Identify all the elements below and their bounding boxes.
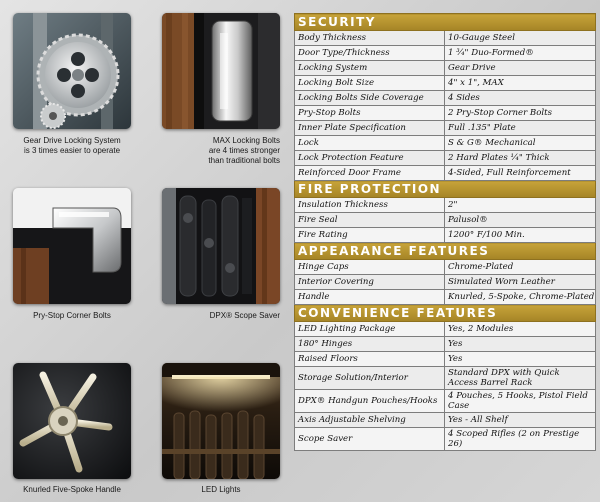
- locking-bolts-image: [162, 13, 280, 129]
- gear-drive-caption: [13, 136, 131, 156]
- spec-label: Insulation Thickness: [295, 198, 445, 213]
- led-lights-photo: [162, 363, 280, 479]
- spec-label: Fire Rating: [295, 228, 445, 243]
- spec-value: 10-Gauge Steel: [445, 31, 596, 46]
- handle-photo: [13, 363, 131, 479]
- caption-line: DPX® Scope Saver: [209, 311, 280, 320]
- locking-bolts-photo: [162, 13, 280, 129]
- spec-value: 4 Scoped Rifles (2 on Prestige 26): [445, 428, 596, 451]
- spec-label: LED Lighting Package: [295, 322, 445, 337]
- spec-row: [295, 213, 596, 228]
- spec-row: [295, 367, 596, 390]
- spec-row: [295, 322, 596, 337]
- gear-drive-image: [13, 13, 131, 129]
- spec-label: Reinforced Door Frame: [295, 166, 445, 181]
- pry-stop-image: [13, 188, 131, 304]
- spec-value: 4 Pouches, 5 Hooks, Pistol Field Case: [445, 390, 596, 413]
- pry-stop-caption: [13, 311, 131, 321]
- spec-label: Hinge Caps: [295, 260, 445, 275]
- spec-label: Interior Covering: [295, 275, 445, 290]
- section-header: [295, 14, 596, 31]
- spec-row: [295, 228, 596, 243]
- section-title: FIRE PROTECTION: [295, 181, 596, 198]
- spec-row: [295, 275, 596, 290]
- caption-line: Gear Drive Locking System: [23, 136, 121, 145]
- spec-row: [295, 198, 596, 213]
- spec-value: 2": [445, 198, 596, 213]
- spec-label: Fire Seal: [295, 213, 445, 228]
- spec-row: [295, 352, 596, 367]
- spec-label: Door Type/Thickness: [295, 46, 445, 61]
- spec-value: 4 Sides: [445, 91, 596, 106]
- handle-image: [13, 363, 131, 479]
- section-header: [295, 181, 596, 198]
- section-header: [295, 243, 596, 260]
- spec-value: 1 ³⁄₄" Duo-Formed®: [445, 46, 596, 61]
- spec-row: [295, 337, 596, 352]
- spec-label: Storage Solution/Interior: [295, 367, 445, 390]
- spec-label: Locking Bolts Side Coverage: [295, 91, 445, 106]
- spec-label: Locking System: [295, 61, 445, 76]
- spec-row: [295, 31, 596, 46]
- spec-label: DPX® Handgun Pouches/Hooks: [295, 390, 445, 413]
- spec-table-body: [295, 14, 596, 451]
- spec-row: [295, 290, 596, 305]
- spec-label: Pry-Stop Bolts: [295, 106, 445, 121]
- spec-label: Locking Bolt Size: [295, 76, 445, 91]
- spec-value: Simulated Worn Leather: [445, 275, 596, 290]
- spec-row: [295, 76, 596, 91]
- scope-saver-caption: [162, 311, 280, 321]
- spec-row: [295, 136, 596, 151]
- spec-row: [295, 413, 596, 428]
- caption-line: are 4 times stronger: [208, 146, 280, 155]
- caption-line: MAX Locking Bolts: [212, 136, 280, 145]
- spec-value: Full .135" Plate: [445, 121, 596, 136]
- spec-value: 2 Pry-Stop Corner Bolts: [445, 106, 596, 121]
- spec-row: [295, 106, 596, 121]
- led-lights-caption: [162, 485, 280, 495]
- spec-value: 4-Sided, Full Reinforcement: [445, 166, 596, 181]
- spec-label: 180° Hinges: [295, 337, 445, 352]
- spec-row: [295, 46, 596, 61]
- spec-row: [295, 260, 596, 275]
- pry-stop-photo: [13, 188, 131, 304]
- caption-line: is 3 times easier to operate: [23, 146, 121, 155]
- spec-row: [295, 151, 596, 166]
- spec-label: Handle: [295, 290, 445, 305]
- section-title: SECURITY: [295, 14, 596, 31]
- spec-value: Knurled, 5-Spoke, Chrome-Plated: [445, 290, 596, 305]
- spec-table: [294, 13, 596, 451]
- spec-value: 2 Hard Plates ¹⁄₄" Thick: [445, 151, 596, 166]
- spec-value: 1200° F/100 Min.: [445, 228, 596, 243]
- spec-value: Yes - All Shelf: [445, 413, 596, 428]
- spec-value: Standard DPX with Quick Access Barrel Rack: [445, 367, 596, 390]
- spec-label: Lock Protection Feature: [295, 151, 445, 166]
- spec-label: Raised Floors: [295, 352, 445, 367]
- scope-saver-image: [162, 188, 280, 304]
- spec-value: Yes: [445, 352, 596, 367]
- section-title: CONVENIENCE FEATURES: [295, 305, 596, 322]
- spec-label: Scope Saver: [295, 428, 445, 451]
- spec-value: Yes: [445, 337, 596, 352]
- spec-value: Gear Drive: [445, 61, 596, 76]
- spec-label: Axis Adjustable Shelving: [295, 413, 445, 428]
- gear-drive-photo: [13, 13, 131, 129]
- spec-row: [295, 390, 596, 413]
- spec-row: [295, 91, 596, 106]
- section-title: APPEARANCE FEATURES: [295, 243, 596, 260]
- spec-row: [295, 428, 596, 451]
- spec-label: Lock: [295, 136, 445, 151]
- spec-label: Body Thickness: [295, 31, 445, 46]
- spec-value: S & G® Mechanical: [445, 136, 596, 151]
- handle-caption: [13, 485, 131, 495]
- spec-value: 4" x 1", MAX: [445, 76, 596, 91]
- locking-bolts-caption: [162, 136, 280, 166]
- spec-row: [295, 121, 596, 136]
- spec-value: Palusol®: [445, 213, 596, 228]
- spec-row: [295, 166, 596, 181]
- caption-line: Pry-Stop Corner Bolts: [33, 311, 111, 320]
- caption-line: LED Lights: [201, 485, 241, 494]
- caption-line: than traditional bolts: [208, 156, 280, 165]
- caption-line: Knurled Five-Spoke Handle: [23, 485, 121, 494]
- spec-value: Yes, 2 Modules: [445, 322, 596, 337]
- spec-value: Chrome-Plated: [445, 260, 596, 275]
- section-header: [295, 305, 596, 322]
- spec-row: [295, 61, 596, 76]
- spec-label: Inner Plate Specification: [295, 121, 445, 136]
- scope-saver-photo: [162, 188, 280, 304]
- led-lights-image: [162, 363, 280, 479]
